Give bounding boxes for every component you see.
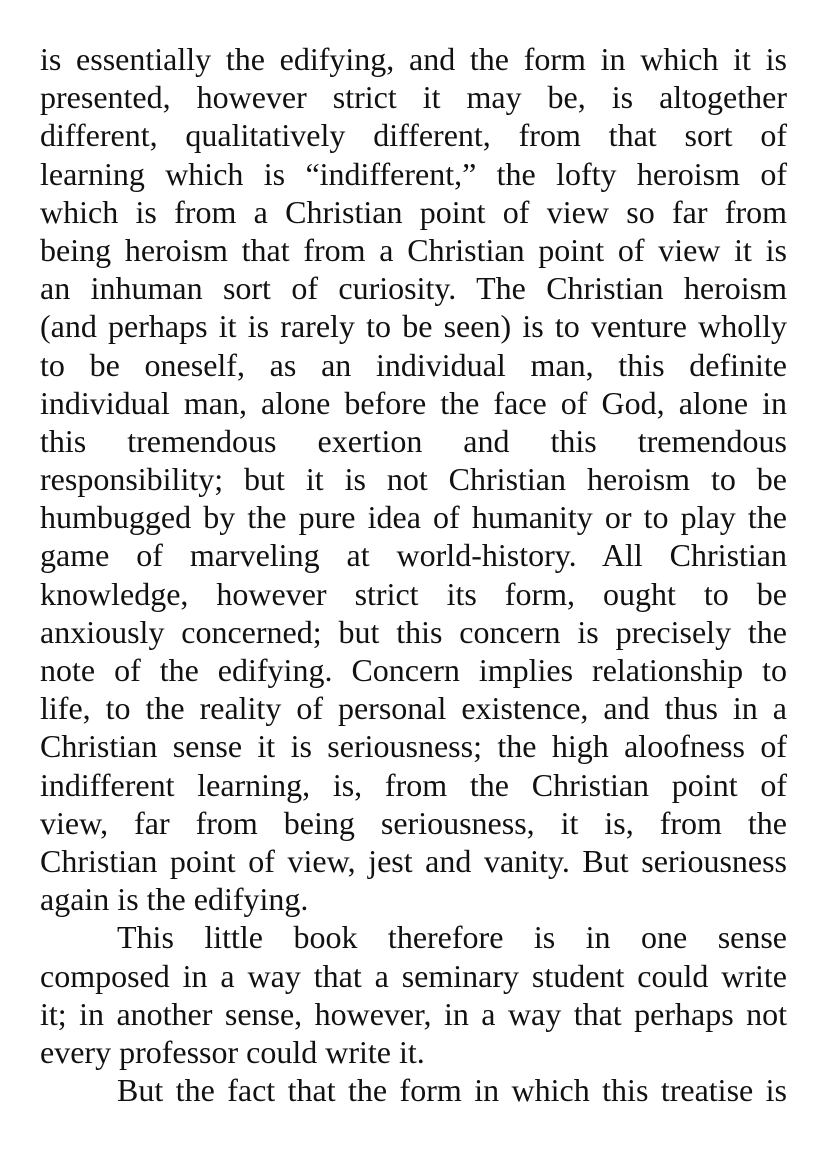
- text-line: to be oneself, as an individual man, this definite: [40, 346, 787, 383]
- text-line: this tremendous exertion and this tremendous: [40, 422, 787, 459]
- text-line: indifferent learning, is, from the Christian point of: [40, 766, 787, 803]
- text-line: individual man, alone before the face of God, alone in: [40, 384, 787, 421]
- text-line: knowledge, however strict its form, ought to be: [40, 575, 787, 612]
- text-line: is essentially the edifying, and the form in which it is: [40, 41, 787, 77]
- text-line: life, to the reality of personal existence, and thus in a: [40, 690, 787, 727]
- text-line: learning which is “indifferent,” the lofty heroism of: [40, 155, 787, 192]
- text-line: which is from a Christian point of view so far from: [40, 193, 787, 230]
- text-line: responsibility; but it is not Christian heroism to be: [40, 461, 787, 498]
- text-line: every professor could write it.: [40, 1033, 425, 1070]
- text-line: humbugged by the pure idea of humanity or to play the: [40, 499, 787, 536]
- text-line: presented, however strict it may be, is altogether: [40, 79, 787, 116]
- text-line: game of marveling at world-history. All Christian: [40, 537, 787, 574]
- paragraph-3: [40, 1071, 787, 1109]
- paragraph-1: [40, 40, 787, 918]
- text-line: (and perhaps it is rarely to be seen) is to venture wholly: [40, 308, 787, 345]
- text-line: note of the edifying. Concern implies relationship to: [40, 652, 787, 688]
- text-line: being heroism that from a Christian point of view it is: [40, 231, 787, 268]
- text-line: it; in another sense, however, in a way that perhaps not: [40, 995, 787, 1032]
- text-line: different, qualitatively different, from that sort of: [40, 117, 787, 154]
- text-line: This little book therefore is in one sense: [117, 919, 787, 956]
- text-line: Christian point of view, jest and vanity. But seriousness: [40, 842, 787, 879]
- text-line: But the fact that the form in which this treatise is: [117, 1072, 787, 1109]
- text-line: Christian sense it is seriousness; the high aloofness of: [40, 728, 787, 765]
- paragraph-2: [40, 918, 787, 1071]
- text-line: composed in a way that a seminary student could write: [40, 957, 787, 994]
- text-line: an inhuman sort of curiosity. The Christian heroism: [40, 270, 787, 307]
- text-line: view, far from being seriousness, it is, from the: [40, 804, 787, 841]
- text-line: anxiously concerned; but this concern is precisely the: [40, 613, 787, 650]
- text-line: again is the edifying.: [40, 881, 309, 918]
- document-page: [40, 40, 787, 1109]
